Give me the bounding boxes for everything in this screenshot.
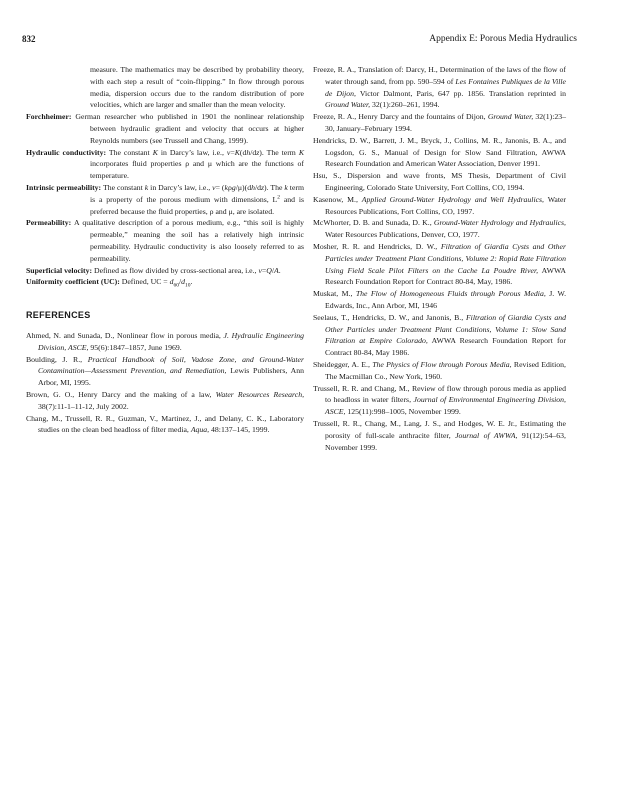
reference-entry [26, 413, 304, 437]
reference-text: Brown, G. O., Henry Darcy and the making of a law, [26, 389, 216, 399]
glossary-entry-permeability [26, 217, 304, 264]
reference-text: 125(11):998–1005, November 1999. [345, 407, 461, 417]
variable-d: d [181, 277, 186, 287]
variable-g: g [231, 182, 236, 192]
reference-text: McWhorter, D. B. and Sunada, D. K., [313, 218, 434, 228]
reference-title: Water Resources Research, [215, 389, 305, 399]
glossary-term: Permeability: [26, 218, 72, 228]
reference-text: Trussell, R. R., Chang, M., Lang, J. S., and Hodges, W. E. Jr., Estimating the porosity of full-scale anthracite filter, [313, 418, 566, 440]
reference-entry [26, 354, 304, 389]
reference-text: 48:137–145, 1999. [209, 425, 270, 435]
reference-text: Revised Edition, The Macmillan Co., New York, 1960. [325, 359, 566, 381]
running-title: Appendix E: Porous Media Hydraulics [429, 34, 577, 44]
reference-text: Hendricks, D. W., Barrett, J. M., Bryck, J., Collins, M. R., Janonis, B. A., and Logsdon, G. S., Manual of Design for Slow Sand Filtration, AWWA Research Foundation and American Water Association, Denver 1991. [313, 135, 566, 169]
glossary-entry-intrinsic-permeability [26, 182, 304, 217]
reference-entry [313, 312, 566, 359]
definition-text: in Darcy’s law, i.e., [160, 147, 224, 157]
variable-v: v [258, 265, 262, 275]
equation-symbol: . [278, 265, 281, 275]
variable-z: z [260, 182, 265, 192]
reference-entry [313, 170, 566, 194]
glossary-term: Forchheimer: [26, 112, 72, 122]
reference-title: Filtration of Giardia Cysts and Other Particles under Treatment Plant Conditions, Volume 1: Slow Sand Filtration at Empire Colorado, [325, 312, 566, 346]
definition-text: The [270, 182, 283, 192]
definition-text: term is a property of the porous medium with dimensions, L [90, 182, 304, 204]
glossary-definition: A qualitative description of a porous medium, e.g., “this soil is highly permeable,” meaning the soil has a relatively high intrinsic permeability. Hydraulic conductivity is also loosely referred to as permeability. [74, 218, 304, 263]
reference-text: Sheidegger, A. E., [313, 359, 373, 369]
reference-entry [313, 359, 566, 383]
reference-title: Aqua, [190, 425, 210, 435]
variable-d: d [169, 277, 174, 287]
variable-k: k [284, 182, 288, 192]
equation-symbol: /d [250, 147, 257, 157]
reference-text: Trussell, R. R. and Chang, M., Review of flow through porous media as applied to headloss in water filters, [313, 383, 566, 405]
reference-entry [313, 111, 566, 135]
reference-entry [313, 383, 566, 418]
reference-title: Ground Water, [487, 112, 534, 122]
reference-entry [313, 194, 566, 218]
reference-text: Water Resources Publications, Denver, CO, 1977. [325, 230, 480, 240]
reference-text: 95(6):1847–1857, June 1969. [88, 342, 182, 352]
glossary-entry-hydraulic-conductivity [26, 147, 304, 182]
reference-text: Water Resources Publications, Fort Collins, CO, 1997. [325, 194, 567, 216]
reference-text: AWWA Research Foundation Report for Contract 80-84, May 1986. [325, 336, 566, 358]
glossary-entry-uniformity-coefficient [26, 276, 304, 288]
reference-title: The Flow of Homogeneous Fluids through Porous Media, [355, 289, 546, 299]
definition-text: and is preferred because the fluid properties, ρ and μ, are isolated. [90, 194, 305, 216]
definition-text: The constant [102, 182, 143, 192]
reference-title: Filtration of Giardia Cysts and Other Particles under Treatment Plant Conditions, Volume 2: Ropid Rate Filtration Using Field Scale Pilot Filters on the Cache La Poudre River, [325, 241, 566, 275]
reference-entry [313, 217, 566, 241]
symbol-rho: ρ [227, 182, 232, 192]
glossary-term: Hydraulic conductivity: [26, 147, 107, 157]
left-column [26, 64, 304, 436]
reference-text: Chang, M., Trussell, R. R., Guzman, V., Martinez, J., and Delany, C. K., Laboratory studies on the clean bed headloss of filter media, [26, 413, 304, 435]
reference-text: Freeze, R. A., Translation of: Darcy, H., Determination of the laws of the flow of water through sand, from pp. 590–594 of [313, 65, 566, 86]
reference-text: Muskat, M., [313, 289, 356, 299]
equation-symbol: ). [259, 147, 264, 157]
right-column [313, 64, 566, 453]
variable-v: v [226, 147, 231, 157]
dispersion-definition-continued: measure. The mathematics may be described by probability theory, with each step a result of “coin-flipping.” In flow through porous media, dispersion occurs due to the random distribution of pore velocities, which are larger and smaller than the mean velocity. [90, 65, 304, 110]
reference-text: 32(1):23–30, January–February 1994. [325, 112, 566, 133]
glossary-term: Uniformity coefficient (UC): [26, 277, 120, 287]
reference-text: 91(12):54–63, November 1999. [325, 430, 566, 452]
definition-text: Defined, UC = [121, 277, 168, 287]
reference-text: Lewis Publishers, Ann Arbor, MI, 1995. [38, 366, 304, 388]
reference-entry [313, 288, 566, 312]
reference-title: Journal of Environmental Engineering Division, ASCE, [325, 395, 566, 417]
equation-symbol: / [179, 277, 182, 287]
definition-text: The term [266, 147, 296, 157]
reference-entry [313, 418, 566, 453]
reference-title: J. Hydraulic Engineering Division, ASCE, [38, 330, 304, 352]
reference-title: The Physics of Flow through Porous Media, [372, 359, 512, 369]
reference-title: Ground Water, [325, 100, 371, 110]
reference-text: Freeze, R. A., Henry Darcy and the fountains of Dijon, [313, 112, 488, 122]
reference-text: J. W. Edwards, Inc., Ann Arbor, MI, 1946 [325, 289, 567, 310]
references-heading: REFERENCES [26, 310, 91, 321]
reference-text: Victor Dalmont, Paris, 647 pp. 1856. Translation reprinted in [355, 88, 566, 98]
reference-title: Practical Handbook of Soil, Vadose Zone, and Ground-Water Contamination—Assessment Prevention, and Remediation, [38, 354, 304, 376]
variable-k: k [224, 182, 228, 192]
reference-text: Kasenow, M., [313, 194, 362, 204]
equation-symbol: = ( [215, 182, 225, 192]
equation-symbol: (d [239, 147, 247, 157]
reference-entry [26, 389, 304, 413]
glossary-term: Intrinsic permeability: [26, 182, 102, 192]
equation-symbol: /d [254, 182, 261, 192]
variable-K: K [298, 147, 304, 157]
reference-title: Journal of AWWA, [455, 430, 518, 440]
equation-symbol: /μ)(d [235, 182, 252, 192]
glossary-term: Superficial velocity: [26, 265, 93, 275]
reference-entry [313, 64, 566, 111]
variable-z: z [256, 147, 260, 157]
reference-title: Applied Ground-Water Hydrology and Well Hydraulics, [361, 194, 544, 204]
definition-text: The constant [108, 147, 150, 157]
equation-symbol: = [230, 147, 235, 157]
equation-symbol: ). [264, 182, 269, 192]
reference-text: 32(1):260–261, 1994. [370, 100, 440, 110]
reference-text: 38(7):11-1–11-12, July 2002. [38, 401, 129, 411]
equation-symbol: = [261, 265, 267, 275]
references-list-left [26, 330, 304, 436]
reference-title: Les Fontaines Publiques de la Ville de Dijon, [325, 76, 566, 98]
subscript: 10 [185, 282, 191, 289]
reference-entry [313, 135, 566, 170]
glossary-entry-forchheimer [26, 111, 304, 146]
reference-text: Seelaus, T., Hendricks, D. W., and Janonis, B., [313, 312, 466, 322]
variable-h: h [251, 182, 255, 192]
definition-text: in Darcy’s law, i.e., [150, 182, 211, 192]
definition-text: Defined as flow divided by cross-sectional area, i.e., [94, 265, 257, 275]
variable-Q: Q [266, 265, 272, 275]
glossary-definition: German researcher who published in 1901 the nonlinear relationship between hydraulic gradient and velocity that occurs at higher Reynolds numbers (see Trussell and Chang, 1999). [75, 112, 304, 145]
variable-v: v [212, 182, 216, 192]
reference-entry [26, 330, 304, 354]
reference-entry [313, 241, 566, 288]
reference-text: Mosher, R. R. and Hendricks, D. W., [313, 241, 441, 251]
references-list-right [313, 64, 566, 453]
equation-symbol: . [190, 277, 193, 287]
reference-text: Hsu, S., Dispersion and wave fronts, MS Thesis, Department of Civil Engineering, Colorado State University, Fort Collins, CO, 1994. [313, 171, 566, 192]
variable-A: A [274, 265, 279, 275]
variable-h: h [246, 147, 251, 157]
superscript: 2 [277, 194, 281, 201]
page-number: 832 [22, 34, 36, 44]
subscript: 60 [173, 282, 179, 289]
glossary-entry-superficial-velocity [26, 265, 304, 277]
variable-K: K [152, 147, 158, 157]
reference-title: Ground-Water Hydrology and Hydraulics, [433, 218, 566, 228]
reference-text: AWWA Research Foundation Report for Contract 80-84, May, 1986. [325, 265, 567, 287]
variable-k: k [144, 182, 149, 192]
variable-K: K [234, 147, 240, 157]
equation-symbol: / [271, 265, 275, 275]
reference-text: Boulding, J. R., [26, 354, 88, 364]
definition-text: incorporates fluid properties ρ and μ which are the functions of temperature. [90, 159, 304, 181]
reference-text: Ahmed, N. and Sunada, D., Nonlinear flow in porous media, [26, 330, 224, 340]
